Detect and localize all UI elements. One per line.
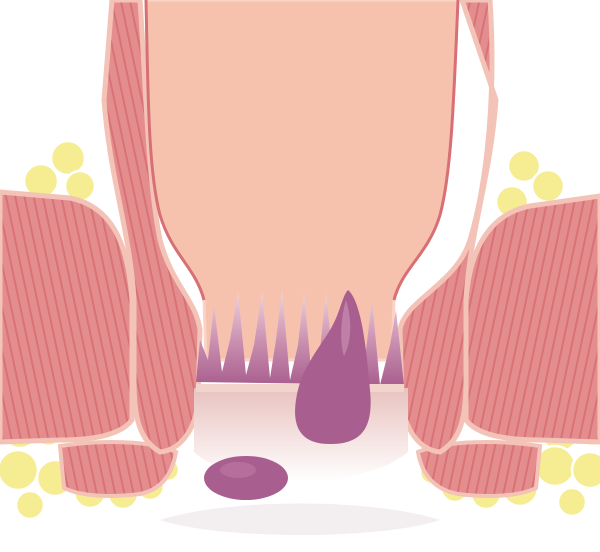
left-external-sphincter	[0, 192, 132, 442]
external-hemorrhoid	[204, 456, 288, 500]
right-external-sphincter	[466, 196, 600, 442]
external-hemorrhoid-highlight	[220, 462, 256, 478]
